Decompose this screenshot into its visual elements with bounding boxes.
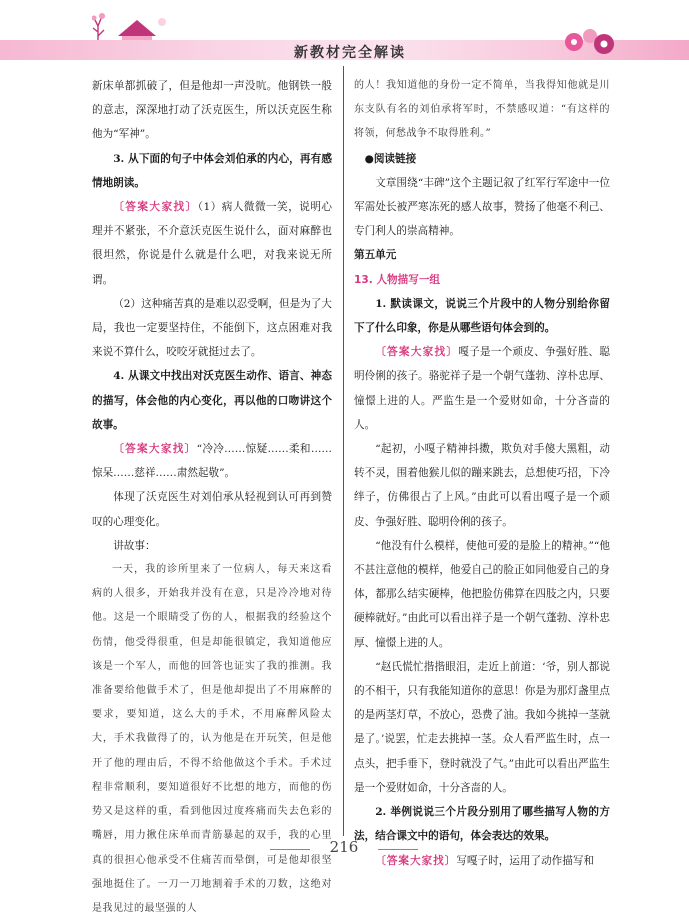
- right-column: [354, 74, 610, 873]
- story-paragraph: 一天，我的诊所里来了一位病人，每天来这看病的人很多，开始我并没有在意，只是冷冷地对待他。这是一个眼睛受了伤的人，根据我的经验这个伤情，他受得很重，但是却能很镇定，我知道他应该是一个军人，而他的回答也证实了我的推测。我准备要给他做手术了，但是他却提出了不用麻醉的要求，要知道，这么大的手术，不用麻醉风险太大，手术我做得了的，认为他是在开玩笑，但是他开了他的理由后，不得不给他做这个手术。手术过程非常顺利，要知道很好不比想的地方，而他的伤势又是这样的重，看到他因过度疼痛而失去色彩的嘴唇，用力揪住床单而青筋暴起的双手，我的心里真的很担心他承受不住痛苦而晕倒，可是他却很坚强地挺住了。一刀一刀地割着手术的刀数，这绝对是我见过的最坚强的人: [92, 564, 332, 914]
- answer-paragraph: 〔答案大家找〕（1）病人微微一笑，说明心理并不紧张，不介意沃克医生说什么，面对麻醉也很坦然，你说是什么就是什么吧，对我来说无所谓。: [92, 201, 333, 286]
- question: 4. 从课文中找出对沃克医生动作、语言、神态的描写，体会他的内心变化，再以他的口吻讲这个故事。: [92, 370, 332, 431]
- text-paragraph: 新床单都抓破了，但是他却一声没吭。他钢铁一般的意志，深深地打动了沃克医生，所以沃克医生称他为“军神”。: [92, 80, 332, 141]
- answer-label: 〔答案大家找〕: [113, 443, 197, 456]
- page-number: 216: [329, 838, 359, 856]
- question: 2. 举例说说三个片段分别用了哪些描写人物的方法，结合课文中的语句，体会表达的效果。: [354, 806, 610, 843]
- question: 1. 默读课文，说说三个片段中的人物分别给你留下了什么印象，你是从哪些语句体会到的。: [354, 297, 610, 335]
- header-title: 新教材完全解读: [294, 45, 406, 61]
- lesson-title: 13. 人物描写一组: [354, 273, 441, 286]
- answer-paragraph: 〔答案大家找〕嘎子是一个顽皮、争强好胜、聪明伶俐的孩子。骆驼祥子是一个朝气蓬勃、淳朴忠厚、憧憬上进的人。严监生是一个爱财如命，十分吝啬的人。: [354, 346, 611, 431]
- answer-label: 〔答案大家找〕: [375, 346, 459, 359]
- text-paragraph: “起初，小嘎子精神抖擞，欺负对手傻大黑粗，动转不灵，围着他猴儿似的蹦来跳去，总想使巧招，下冷绊子，仿佛很占了上风。”由此可以看出嘎子是一个顽皮、争强好胜、聪明伶俐的孩子。: [354, 443, 610, 528]
- answer-label: 〔答案大家找〕: [113, 201, 198, 214]
- answer-paragraph: 〔答案大家找〕“冷冷……惊疑……柔和……惊呆……慈祥……肃然起敬”。: [92, 443, 333, 480]
- text-paragraph: 讲故事：: [113, 539, 156, 552]
- page-header: [0, 0, 689, 62]
- story-paragraph: 的人！我知道他的身份一定不简单，当我得知他就是川东支队有名的刘伯承将军时，不禁感叹道：“有这样的将领，何愁战争不取得胜利。”: [354, 80, 610, 140]
- text-paragraph: （2）这种痛苦真的是难以忍受啊，但是为了大局，我也一定要坚持住，不能倒下，这点困难对我来说不算什么，咬咬牙就挺过去了。: [92, 297, 332, 359]
- answer-label: 〔答案大家找〕: [375, 854, 457, 867]
- left-column: [92, 74, 332, 921]
- unit-title: 第五单元: [354, 249, 397, 262]
- column-divider: [343, 66, 344, 836]
- footer-rule-left: [270, 849, 310, 850]
- footer-rule-right: [378, 849, 418, 850]
- section-title: ●阅读链接: [364, 152, 417, 165]
- question: 3. 从下面的句子中体会刘伯承的内心，再有感情地朗读。: [92, 152, 332, 189]
- text-paragraph: “赵氏慌忙揩揩眼泪，走近上前道：‘爷，别人都说的不相干，只有我能知道你的意思！你是为那灯盏里点的是两茎灯草，不放心，恐费了油。我如今挑掉一茎就是了。’说罢，忙走去挑掉一茎。众人看严监生时，点一点头，把手垂下，登时就没了气。”由此可以看出严监生是一个爱财如命，十分吝啬的人。: [354, 660, 610, 794]
- text-paragraph: “他没有什么模样，使他可爱的是脸上的精神。”“他不甚注意他的模样，他爱自己的脸正如同他爱自己的身体，都那么结实硬棒，他把脸仿佛算在四肢之内，只要硬棒就好。”由此可以看出祥子是一个朝气蓬勃、淳朴忠厚、憧憬上进的人。: [354, 539, 610, 649]
- flower-decoration-icon: [560, 20, 620, 60]
- answer-paragraph: 〔答案大家找〕写嘎子时，运用了动作描写和: [375, 854, 595, 867]
- text-paragraph: 文章围绕“丰碑”这个主题记叙了红军行军途中一位军需处长被严寒冻死的感人故事，赞扬了他毫不利己、专门利人的崇高精神。: [354, 176, 610, 238]
- text-paragraph: 体现了沃克医生对刘伯承从轻视到认可再到赞叹的心理变化。: [92, 491, 332, 528]
- page-footer: [0, 838, 689, 862]
